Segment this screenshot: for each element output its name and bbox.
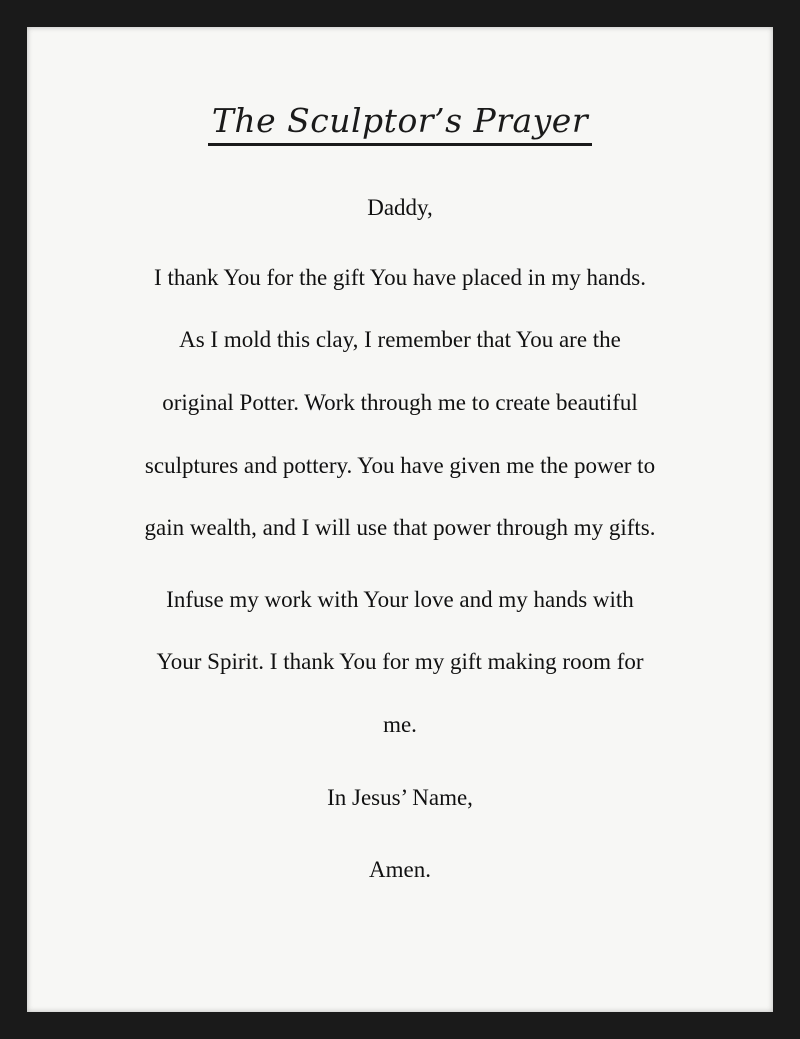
prayer-page	[27, 27, 773, 1012]
body-line-4: sculptures and pottery. You have given me the power to	[144, 453, 656, 478]
salutation: Daddy,	[367, 195, 433, 220]
amen-line: Amen.	[369, 857, 431, 882]
body-line-8: me.	[383, 712, 417, 737]
body-line-5: gain wealth, and I will use that power through my gifts.	[144, 515, 656, 540]
body-line-1: I thank You for the gift You have placed in my hands.	[154, 265, 646, 290]
title-text: The Sculptor’s Prayer	[208, 99, 592, 146]
body-line-2: As I mold this clay, I remember that You are the	[179, 327, 621, 352]
closing-line: In Jesus’ Name,	[327, 785, 473, 810]
body-line-3: original Potter. Work through me to create beautiful	[162, 390, 638, 415]
body-line-7: Your Spirit. I thank You for my gift making room for	[156, 649, 644, 674]
body-line-6: Infuse my work with Your love and my hands with	[166, 587, 634, 612]
page-title	[27, 99, 773, 146]
